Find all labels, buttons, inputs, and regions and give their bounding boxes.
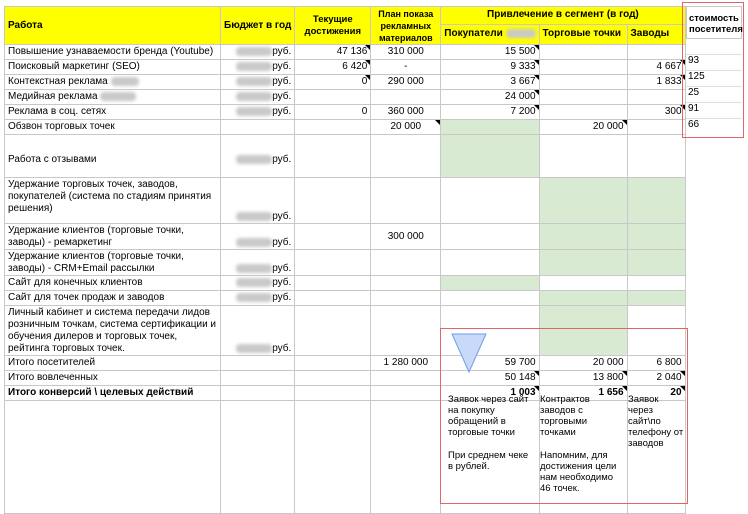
- header-plants: Заводы: [627, 24, 685, 44]
- header-work: Работа: [5, 7, 221, 45]
- total-points: 1 656: [539, 386, 627, 401]
- row-label: Работа с отзывами: [5, 135, 221, 178]
- header-current: Текущие достижения: [295, 7, 371, 45]
- plan-cell: 310 000: [371, 45, 441, 60]
- cost-cell: 66: [688, 119, 700, 130]
- cost-cell: 91: [686, 103, 742, 119]
- plants-cell: 1 833: [627, 75, 685, 90]
- budget-cell: руб.: [221, 105, 295, 120]
- plan-cell: [371, 90, 441, 105]
- plan-cell: 20 000: [371, 120, 441, 135]
- plants-cell: [627, 178, 685, 224]
- table-row: [5, 291, 686, 306]
- table-row: [5, 105, 686, 120]
- points-cell: [539, 276, 627, 291]
- plan-cell: [371, 135, 441, 178]
- budget-cell: руб.: [221, 276, 295, 291]
- plan-cell: [371, 306, 441, 356]
- row-label: Удержание торговых точек, заводов, покупателей (система по стадиям принятия решения): [5, 178, 221, 224]
- header-plan: План показа рекламных материалов: [371, 7, 441, 45]
- plants-cell: [627, 45, 685, 60]
- funnel-icon: [450, 332, 490, 374]
- plan-cell: [371, 250, 441, 276]
- budget-cell: руб.: [221, 250, 295, 276]
- points-cell: [539, 45, 627, 60]
- note-points-b: Напомним, для достижения цели нам необходимо 46 точек.: [540, 450, 617, 494]
- note-plants-a: Заявок через сайт\по телефону от заводов: [628, 394, 684, 449]
- plan-cell: [371, 178, 441, 224]
- plants-cell: [627, 276, 685, 291]
- row-label: Повышение узнаваемости бренда (Youtube): [5, 45, 221, 60]
- buyers-cell: 24 000: [441, 90, 539, 105]
- buyers-cell: [441, 120, 539, 135]
- totals-row: [5, 356, 686, 371]
- row-label: Личный кабинет и система передачи лидов розничным точкам, система сертификации и обучения дилеров и торговых точек, рейтинга торговых точек.: [5, 306, 221, 356]
- current-cell: [295, 250, 371, 276]
- plants-cell: [627, 120, 685, 135]
- budget-cell: [221, 120, 295, 135]
- note-buyers-b: При среднем чеке в рублей.: [448, 450, 529, 472]
- buyers-cell: [441, 250, 539, 276]
- table-row: [5, 45, 686, 60]
- points-cell: [539, 178, 627, 224]
- plants-cell: [627, 250, 685, 276]
- total-buyers: 50 148: [441, 371, 539, 386]
- table-row: [5, 120, 686, 135]
- totals-row: [5, 371, 686, 386]
- header-buyers: Покупатели: [441, 24, 539, 44]
- budget-cell: руб.: [221, 45, 295, 60]
- budget-cell: руб.: [221, 60, 295, 75]
- total-points: 20 000: [539, 356, 627, 371]
- total-plants: 6 800: [627, 356, 685, 371]
- points-cell: [539, 291, 627, 306]
- points-cell: [539, 105, 627, 120]
- budget-cell: руб.: [221, 224, 295, 250]
- note-buyers-a: Заявок через сайт на покупку обращений в торговые точки: [448, 394, 529, 438]
- current-cell: [295, 306, 371, 356]
- plants-cell: 4 667: [627, 60, 685, 75]
- buyers-cell: 7 200: [441, 105, 539, 120]
- total-plan: 1 280 000: [371, 356, 441, 371]
- current-cell: [295, 178, 371, 224]
- row-label: Обзвон торговых точек: [5, 120, 221, 135]
- table-row: [5, 60, 686, 75]
- total-points: 13 800: [539, 371, 627, 386]
- plants-cell: 300: [627, 105, 685, 120]
- buyers-cell: [441, 291, 539, 306]
- plants-cell: [627, 135, 685, 178]
- buyers-cell: [441, 224, 539, 250]
- header-budget: Бюджет в год: [221, 7, 295, 45]
- current-cell: [295, 291, 371, 306]
- current-cell: [295, 90, 371, 105]
- row-label: Поисковый маркетинг (SEO): [5, 60, 221, 75]
- plan-cell: -: [371, 60, 441, 75]
- row-label: Удержание клиентов (торговые точки, заводы) - ремаркетинг: [5, 224, 221, 250]
- current-cell: [295, 135, 371, 178]
- points-cell: [539, 60, 627, 75]
- table-row: [5, 224, 686, 250]
- plan-cell: 300 000: [371, 224, 441, 250]
- plants-cell: [627, 291, 685, 306]
- points-cell: [539, 250, 627, 276]
- plan-cell: [371, 276, 441, 291]
- row-label: Контекстная реклама: [5, 75, 221, 90]
- buyers-cell: [441, 135, 539, 178]
- row-label: Сайт для конечных клиентов: [5, 276, 221, 291]
- budget-cell: руб.: [221, 178, 295, 224]
- total-plants: 2 040: [627, 371, 685, 386]
- total-buyers: 59 700: [441, 356, 539, 371]
- current-cell: 0: [295, 105, 371, 120]
- points-cell: [539, 135, 627, 178]
- table-row: [5, 306, 686, 356]
- budget-cell: руб.: [221, 306, 295, 356]
- table-row: [5, 250, 686, 276]
- cost-cell: [686, 39, 742, 55]
- plan-cell: 290 000: [371, 75, 441, 90]
- current-cell: [295, 120, 371, 135]
- cost-cell: 93: [686, 55, 742, 71]
- plan-cell: [371, 291, 441, 306]
- budget-cell: руб.: [221, 90, 295, 105]
- current-cell: [295, 276, 371, 291]
- header-points: Торговые точки: [539, 24, 627, 44]
- points-cell: [539, 224, 627, 250]
- buyers-cell: [441, 276, 539, 291]
- current-cell: [295, 224, 371, 250]
- total-label: Итого вовлеченных: [5, 371, 221, 386]
- buyers-cell: [441, 178, 539, 224]
- points-cell: [539, 90, 627, 105]
- buyers-cell: 3 667: [441, 75, 539, 90]
- buyers-cell: 15 500: [441, 45, 539, 60]
- buyers-cell: 9 333: [441, 60, 539, 75]
- header-cost: стоимость посетителя: [686, 6, 742, 39]
- points-cell: [539, 306, 627, 356]
- budget-cell: руб.: [221, 291, 295, 306]
- row-label: Сайт для точек продаж и заводов: [5, 291, 221, 306]
- cost-cell: 125: [686, 71, 742, 87]
- note-points-a: Контрактов заводов с торговыми точками: [540, 394, 590, 438]
- total-label: Итого конверсий \ целевых действий: [5, 386, 221, 401]
- points-cell: 20 000: [539, 120, 627, 135]
- total-buyers: 1 003: [441, 386, 539, 401]
- table-row: [5, 135, 686, 178]
- table-row: [5, 276, 686, 291]
- row-label: Медийная реклама: [5, 90, 221, 105]
- total-plants: 20: [627, 386, 685, 401]
- row-label: Удержание клиентов (торговые точки, заводы) - CRM+Email рассылки: [5, 250, 221, 276]
- plants-cell: [627, 306, 685, 356]
- current-cell: 6 420: [295, 60, 371, 75]
- plan-cell: 360 000: [371, 105, 441, 120]
- blurred-text: [506, 29, 536, 38]
- table-row: [5, 90, 686, 105]
- plants-cell: [627, 224, 685, 250]
- row-label: Реклама в соц. сетях: [5, 105, 221, 120]
- header-attract: Привлечение в сегмент (в год): [441, 7, 685, 25]
- budget-cell: руб.: [221, 75, 295, 90]
- cost-column: [686, 6, 742, 134]
- budget-cell: руб.: [221, 135, 295, 178]
- total-label: Итого посетителей: [5, 356, 221, 371]
- current-cell: 0: [295, 75, 371, 90]
- table-row: [5, 75, 686, 90]
- plants-cell: [627, 90, 685, 105]
- cost-cell: 25: [686, 87, 742, 103]
- table-row: [5, 178, 686, 224]
- points-cell: [539, 75, 627, 90]
- current-cell: 47 136: [295, 45, 371, 60]
